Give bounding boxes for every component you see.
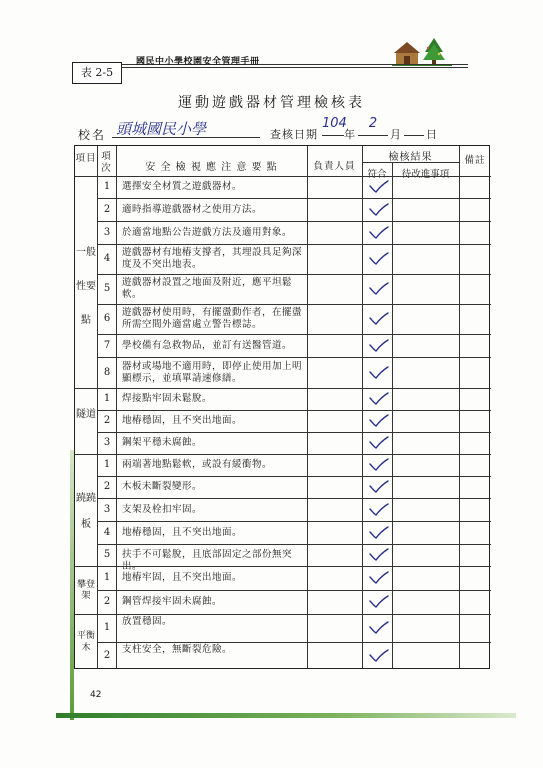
checkmark-icon[interactable] <box>369 502 389 516</box>
check-date-label: 查核日期 <box>270 128 318 141</box>
improvement-cell[interactable] <box>393 614 458 642</box>
check-point-text: 地樁穩固，且不突出地面。 <box>122 526 243 538</box>
check-point-text: 器材或場地不適用時，即停止使用加上明顯標示，並填單請速修繕。 <box>122 360 303 384</box>
checkmark-icon[interactable] <box>369 365 389 379</box>
row-number: 4 <box>103 526 111 538</box>
table-row <box>75 498 491 521</box>
person-in-charge-cell[interactable] <box>308 642 361 670</box>
check-point-text: 遊戲器材有地樁支撐者，其埋設具足夠深度及不突出地表。 <box>122 247 303 270</box>
date-year-field[interactable]: 104 <box>322 116 344 136</box>
table-row <box>75 642 491 670</box>
school-name-field[interactable]: 頭城國民小學 <box>112 118 260 138</box>
table-row <box>75 176 491 198</box>
school-label: 校名 <box>78 128 107 142</box>
school-date-row <box>78 116 478 142</box>
check-point-text: 支柱安全，無斷裂危險。 <box>122 644 233 655</box>
improvement-cell[interactable] <box>393 304 458 334</box>
row-number: 5 <box>103 283 111 294</box>
decorative-green-bar <box>56 713 516 718</box>
table-row <box>75 244 491 274</box>
person-in-charge-cell[interactable] <box>308 566 361 590</box>
page-number: 42 <box>90 690 102 700</box>
date-day-field[interactable] <box>404 116 424 136</box>
col-ok-header: 符合 <box>367 169 387 180</box>
person-in-charge-cell[interactable] <box>308 304 361 334</box>
check-point-text: 鋼管焊接牢固未腐蝕。 <box>122 596 223 607</box>
checkmark-icon[interactable] <box>369 547 389 561</box>
table-row <box>75 544 491 572</box>
section-balance-beam: 平衡木 <box>76 631 95 653</box>
checkmark-icon[interactable] <box>369 413 389 427</box>
person-in-charge-cell[interactable] <box>308 198 361 221</box>
person-in-charge-cell[interactable] <box>308 544 361 566</box>
person-in-charge-cell[interactable] <box>308 410 361 432</box>
checkmark-icon[interactable] <box>369 225 389 239</box>
person-in-charge-cell[interactable] <box>308 357 361 388</box>
checkmark-icon[interactable] <box>369 251 389 265</box>
check-point-text: 鋼架平穩未腐蝕。 <box>122 437 203 448</box>
check-point-text: 木板未斷裂變形。 <box>122 481 203 492</box>
day-unit: 日 <box>426 128 437 141</box>
table-row <box>75 614 491 642</box>
row-number: 1 <box>103 181 111 192</box>
checkmark-icon[interactable] <box>369 338 389 352</box>
check-point-text: 適時指導遊戲器材之使用方法。 <box>122 203 263 215</box>
table-row <box>75 221 491 244</box>
checkmark-icon[interactable] <box>369 525 389 539</box>
check-point-text: 學校備有急救物品，並訂有送醫管道。 <box>122 339 293 351</box>
row-number: 2 <box>103 650 111 661</box>
table-row <box>75 432 491 454</box>
person-in-charge-cell[interactable] <box>308 498 361 521</box>
checkmark-icon[interactable] <box>369 594 389 608</box>
row-number: 1 <box>103 393 111 404</box>
person-in-charge-cell[interactable] <box>308 476 361 498</box>
col-item-header: 項目 <box>75 153 97 164</box>
person-in-charge-cell[interactable] <box>308 388 361 410</box>
improvement-cell[interactable] <box>393 388 458 410</box>
person-in-charge-cell[interactable] <box>308 432 361 454</box>
row-number: 3 <box>103 226 111 238</box>
checkmark-icon[interactable] <box>369 179 389 193</box>
check-point-text: 於適當地點公告遊戲方法及適用對象。 <box>122 226 293 238</box>
improvement-cell[interactable] <box>393 244 458 274</box>
improvement-cell[interactable] <box>393 410 458 432</box>
improvement-cell[interactable] <box>393 334 458 357</box>
table-row <box>75 410 491 432</box>
table-row <box>75 274 491 304</box>
table-row <box>75 388 491 410</box>
checkmark-icon[interactable] <box>369 281 389 295</box>
date-month-field[interactable]: 2 <box>358 116 388 136</box>
check-point-text: 地樁穩固，且不突出地面。 <box>122 415 243 426</box>
row-number: 1 <box>103 572 111 583</box>
checkmark-icon[interactable] <box>369 435 389 449</box>
check-point-text: 選擇安全材質之遊戲器材。 <box>122 181 243 192</box>
col-note-header: 備註 <box>464 155 486 166</box>
checkmark-icon[interactable] <box>369 570 389 584</box>
col-person-header: 負責人員 <box>313 161 356 172</box>
person-in-charge-cell[interactable] <box>308 244 361 274</box>
person-in-charge-cell[interactable] <box>308 521 361 544</box>
month-unit: 月 <box>390 128 401 141</box>
check-point-text: 遊戲器材設置之地面及附近，應平坦鬆軟。 <box>122 277 293 300</box>
table-row <box>75 454 491 476</box>
person-in-charge-cell[interactable] <box>308 221 361 244</box>
improvement-cell[interactable] <box>393 454 458 476</box>
row-number: 8 <box>103 366 111 378</box>
year-unit: 年 <box>344 128 355 141</box>
table-row <box>75 357 491 388</box>
col-result-header: 檢核結果 <box>388 152 433 163</box>
table-row <box>75 566 491 590</box>
checkmark-icon[interactable] <box>369 620 389 634</box>
checkmark-icon[interactable] <box>369 648 389 662</box>
table-row <box>75 521 491 544</box>
section-climbing-frame: 攀登架 <box>76 580 95 601</box>
row-number: 3 <box>103 437 111 448</box>
decorative-green-bar <box>70 450 74 720</box>
improvement-cell[interactable] <box>393 498 458 521</box>
table-row <box>75 590 491 614</box>
improvement-cell[interactable] <box>393 357 458 388</box>
improvement-cell[interactable] <box>393 274 458 304</box>
improvement-cell[interactable] <box>393 544 458 566</box>
improvement-cell[interactable] <box>393 642 458 670</box>
improvement-cell[interactable] <box>393 176 458 198</box>
section-general: 一般性要點 <box>76 247 96 326</box>
row-number: 6 <box>103 313 111 324</box>
checkmark-icon[interactable] <box>369 202 389 216</box>
check-point-text: 焊接點牢固未鬆脫。 <box>122 393 213 404</box>
col-seq-header: 項次 <box>101 151 112 174</box>
person-in-charge-cell[interactable] <box>308 334 361 357</box>
person-in-charge-cell[interactable] <box>308 454 361 476</box>
check-point-text: 扶手不可鬆脫，且底部固定之部份無突出。 <box>122 549 293 572</box>
person-in-charge-cell[interactable] <box>308 614 361 642</box>
check-point-text: 地樁牢固，且不突出地面。 <box>122 572 243 583</box>
book-title: 國民中小學校園安全管理手冊 <box>136 57 260 67</box>
checkmark-icon[interactable] <box>369 479 389 493</box>
row-number: 7 <box>103 339 111 351</box>
row-number: 3 <box>103 503 111 515</box>
person-in-charge-cell[interactable] <box>308 590 361 614</box>
improvement-cell[interactable] <box>393 566 458 590</box>
improvement-cell[interactable] <box>393 432 458 454</box>
check-point-text: 支架及栓扣牢固。 <box>122 503 203 515</box>
section-tunnel: 隧道 <box>76 409 96 420</box>
col-todo-header: 待改進事項 <box>401 169 450 180</box>
check-point-text: 放置穩固。 <box>122 616 173 627</box>
header-rule <box>72 64 468 65</box>
improvement-cell[interactable] <box>393 476 458 498</box>
table-row <box>75 334 491 357</box>
person-in-charge-cell[interactable] <box>308 176 361 198</box>
section-seesaw: 蹺蹺板 <box>76 493 96 530</box>
checkmark-icon[interactable] <box>369 391 389 405</box>
row-number: 4 <box>103 253 111 264</box>
table-row <box>75 304 491 334</box>
header-rule <box>72 67 468 68</box>
improvement-cell[interactable] <box>393 198 458 221</box>
improvement-cell[interactable] <box>393 521 458 544</box>
improvement-cell[interactable] <box>393 221 458 244</box>
table-row <box>75 198 491 221</box>
row-number: 2 <box>103 596 111 607</box>
row-number: 2 <box>103 481 111 492</box>
improvement-cell[interactable] <box>393 590 458 614</box>
check-point-text: 遊戲器材使用時，有擺盪動作者，在擺盪所需空間外適當處立警告標誌。 <box>122 307 303 330</box>
row-number: 2 <box>103 203 111 215</box>
row-number: 1 <box>103 459 111 470</box>
table-row <box>75 476 491 498</box>
col-points-header: 安 全 檢 視 應 注 意 要 點 <box>145 162 278 173</box>
checklist-table <box>74 145 490 669</box>
checkmark-icon[interactable] <box>369 457 389 471</box>
row-number: 2 <box>103 415 111 426</box>
checkmark-icon[interactable] <box>369 311 389 325</box>
table-number: 表 2-5 <box>72 62 122 84</box>
row-number: 5 <box>103 549 111 560</box>
person-in-charge-cell[interactable] <box>308 274 361 304</box>
check-point-text: 兩端著地點鬆軟，或設有緩衝物。 <box>122 459 273 470</box>
sheet-title: 運動遊戲器材管理檢核表 <box>178 95 365 111</box>
row-number: 1 <box>103 622 111 633</box>
